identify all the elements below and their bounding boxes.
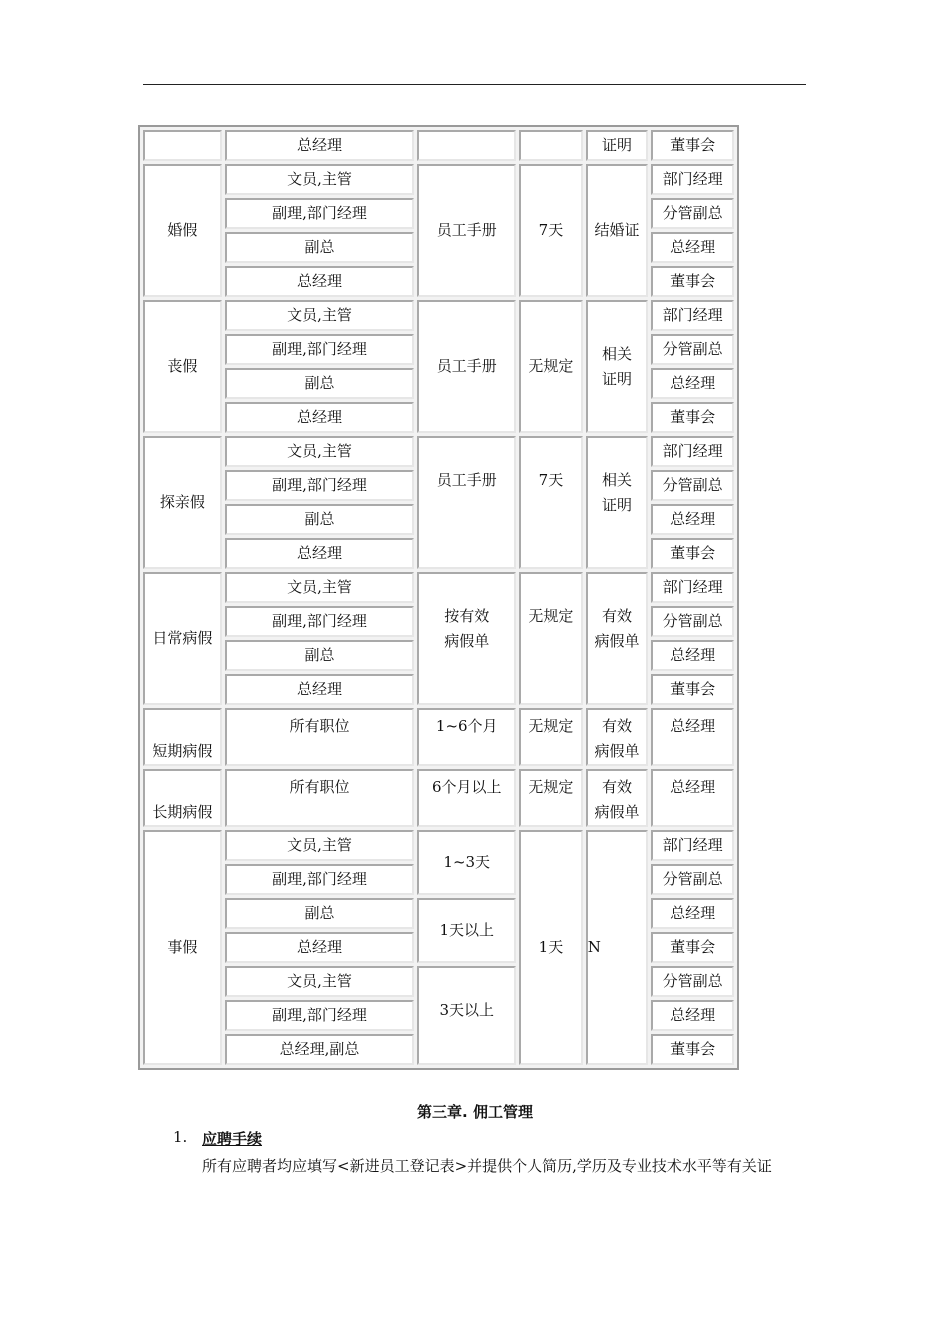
approver-cell: 董事会 bbox=[651, 130, 734, 161]
leave-type-cell: 探亲假 bbox=[143, 436, 222, 569]
table-row bbox=[143, 769, 734, 827]
position-cell: 副理,部门经理 bbox=[225, 864, 415, 895]
basis-cell bbox=[417, 130, 516, 161]
proof-line: 有效 bbox=[601, 607, 632, 625]
proof-cell bbox=[586, 300, 649, 433]
approver-cell: 董事会 bbox=[651, 932, 734, 963]
position-cell: 文员,主管 bbox=[225, 164, 415, 195]
proof-cell: 证明 bbox=[586, 130, 649, 161]
days-cell: 7天 bbox=[519, 436, 583, 569]
approver-cell: 董事会 bbox=[651, 538, 734, 569]
days-cell: 7天 bbox=[519, 164, 583, 297]
leave-approval-table bbox=[138, 125, 739, 1070]
position-cell: 副理,部门经理 bbox=[225, 1000, 415, 1031]
range-cell: 1天以上 bbox=[417, 898, 516, 963]
proof-line: 相关 bbox=[601, 344, 632, 363]
proof-line: 证明 bbox=[601, 369, 632, 388]
approver-cell: 总经理 bbox=[651, 1000, 734, 1031]
proof-line: 病假单 bbox=[594, 632, 640, 650]
approver-cell: 分管副总 bbox=[651, 966, 734, 997]
proof-line: 病假单 bbox=[594, 742, 640, 760]
proof-line: 有效 bbox=[601, 778, 632, 796]
table-row bbox=[143, 164, 734, 195]
position-cell: 文员,主管 bbox=[225, 830, 415, 861]
position-cell: 副总 bbox=[225, 898, 415, 929]
approver-cell: 部门经理 bbox=[651, 830, 734, 861]
table-row bbox=[143, 436, 734, 467]
approver-cell: 总经理 bbox=[651, 368, 734, 399]
approver-cell: 总经理 bbox=[651, 898, 734, 929]
proof-cell: N bbox=[586, 830, 649, 1065]
approver-cell: 部门经理 bbox=[651, 300, 734, 331]
approver-cell: 部门经理 bbox=[651, 436, 734, 467]
leave-type-cell: 婚假 bbox=[143, 164, 222, 297]
position-cell: 副总 bbox=[225, 232, 415, 263]
proof-cell bbox=[586, 572, 649, 705]
leave-type-cell: 长期病假 bbox=[143, 769, 222, 827]
basis-cell: 员工手册 bbox=[417, 164, 516, 297]
header-rule bbox=[143, 84, 806, 85]
section-title: 应聘手续 bbox=[202, 1130, 263, 1148]
leave-type-cell: 短期病假 bbox=[143, 708, 222, 766]
position-cell: 总经理 bbox=[225, 538, 415, 569]
table-row bbox=[143, 830, 734, 861]
approver-cell: 总经理 bbox=[651, 232, 734, 263]
range-cell: 1~3天 bbox=[417, 830, 516, 895]
basis-cell: 1~6个月 bbox=[417, 708, 516, 766]
section-paragraph: 所有应聘者均应填写<新进员工登记表>并提供个人简历,学历及专业技术水平等有关证 bbox=[202, 1157, 772, 1175]
approver-cell: 分管副总 bbox=[651, 198, 734, 229]
range-cell: 3天以上 bbox=[417, 966, 516, 1065]
position-cell: 总经理,副总 bbox=[225, 1034, 415, 1065]
position-cell: 所有职位 bbox=[225, 769, 415, 827]
section-number: 1. bbox=[173, 1128, 188, 1146]
days-cell: 1天 bbox=[519, 830, 583, 1065]
proof-line: 相关 bbox=[601, 471, 632, 489]
days-cell: 无规定 bbox=[519, 769, 583, 827]
basis-line: 按有效 bbox=[444, 607, 490, 625]
approver-cell: 分管副总 bbox=[651, 864, 734, 895]
proof-line: 病假单 bbox=[594, 803, 640, 821]
chapter-title: 第三章. 佣工管理 bbox=[417, 1103, 533, 1121]
basis-cell: 6个月以上 bbox=[417, 769, 516, 827]
leave-type-cell: 丧假 bbox=[143, 300, 222, 433]
approver-cell: 分管副总 bbox=[651, 606, 734, 637]
approver-cell: 总经理 bbox=[651, 504, 734, 535]
proof-cell: 结婚证 bbox=[586, 164, 649, 297]
position-cell: 文员,主管 bbox=[225, 436, 415, 467]
approver-cell: 总经理 bbox=[651, 708, 734, 766]
proof-line: 有效 bbox=[601, 717, 632, 735]
leave-type-cell: 事假 bbox=[143, 830, 222, 1065]
proof-line: 证明 bbox=[601, 496, 632, 514]
position-cell: 总经理 bbox=[225, 932, 415, 963]
approver-cell: 董事会 bbox=[651, 402, 734, 433]
position-cell: 副理,部门经理 bbox=[225, 334, 415, 365]
approver-cell: 分管副总 bbox=[651, 470, 734, 501]
table-row bbox=[143, 572, 734, 603]
proof-cell bbox=[586, 708, 649, 766]
leave-type-cell bbox=[143, 130, 222, 161]
position-cell: 副总 bbox=[225, 368, 415, 399]
proof-cell bbox=[586, 769, 649, 827]
position-cell: 副总 bbox=[225, 640, 415, 671]
days-cell: 无规定 bbox=[519, 300, 583, 433]
days-cell: 无规定 bbox=[519, 572, 583, 705]
days-cell: 无规定 bbox=[519, 708, 583, 766]
leave-type-cell: 日常病假 bbox=[143, 572, 222, 705]
approver-cell: 部门经理 bbox=[651, 572, 734, 603]
approver-cell: 董事会 bbox=[651, 1034, 734, 1065]
position-cell: 文员,主管 bbox=[225, 300, 415, 331]
approver-cell: 董事会 bbox=[651, 266, 734, 297]
position-cell: 总经理 bbox=[225, 266, 415, 297]
basis-cell: 员工手册 bbox=[417, 300, 516, 433]
approver-cell: 董事会 bbox=[651, 674, 734, 705]
position-cell: 副理,部门经理 bbox=[225, 470, 415, 501]
basis-cell: 员工手册 bbox=[417, 436, 516, 569]
approver-cell: 部门经理 bbox=[651, 164, 734, 195]
position-cell: 总经理 bbox=[225, 674, 415, 705]
approver-cell: 分管副总 bbox=[651, 334, 734, 365]
basis-cell bbox=[417, 572, 516, 705]
table-row bbox=[143, 708, 734, 766]
position-cell: 副理,部门经理 bbox=[225, 606, 415, 637]
proof-cell bbox=[586, 436, 649, 569]
approver-cell: 总经理 bbox=[651, 640, 734, 671]
position-cell: 总经理 bbox=[225, 402, 415, 433]
days-cell bbox=[519, 130, 583, 161]
position-cell: 所有职位 bbox=[225, 708, 415, 766]
position-cell: 总经理 bbox=[225, 130, 415, 161]
position-cell: 副总 bbox=[225, 504, 415, 535]
position-cell: 文员,主管 bbox=[225, 966, 415, 997]
basis-line: 病假单 bbox=[444, 632, 490, 650]
table-row bbox=[143, 300, 734, 331]
table-row bbox=[143, 130, 734, 161]
position-cell: 副理,部门经理 bbox=[225, 198, 415, 229]
position-cell: 文员,主管 bbox=[225, 572, 415, 603]
approver-cell: 总经理 bbox=[651, 769, 734, 827]
